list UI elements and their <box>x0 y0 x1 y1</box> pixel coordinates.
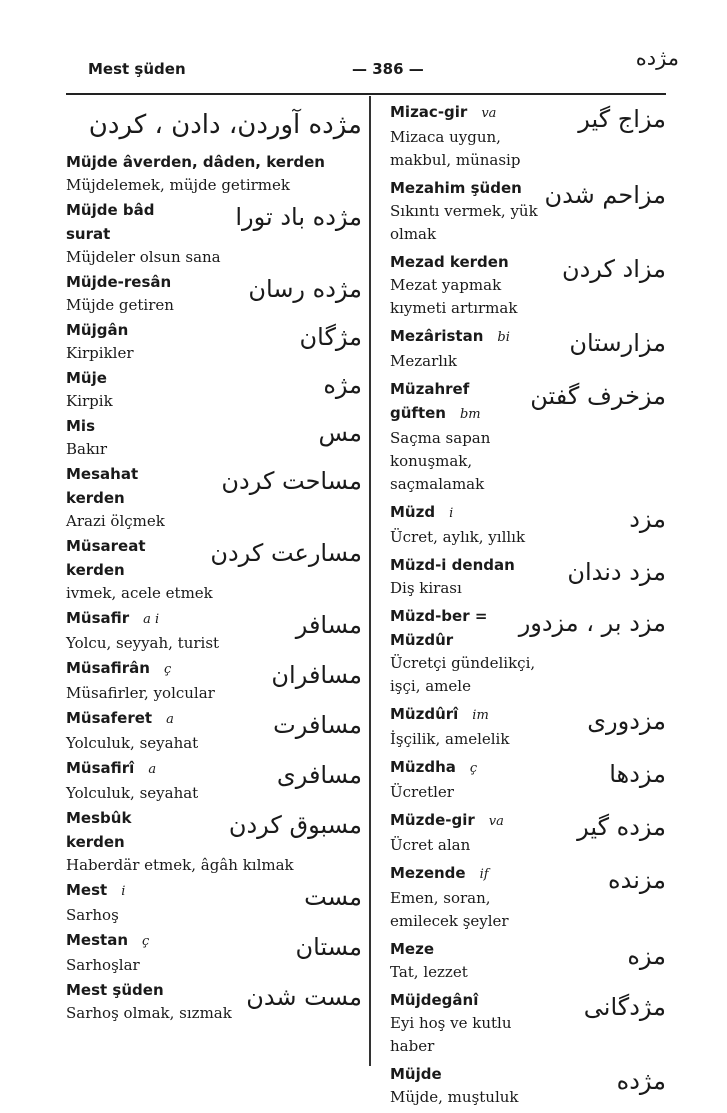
entry-definition: Ücret, aylık, yıllık <box>390 528 526 546</box>
headword-text: Mezâristan <box>390 327 484 345</box>
dictionary-entry <box>390 500 666 549</box>
entry-definition: Mezarlık <box>390 352 457 370</box>
dictionary-entry <box>390 1062 666 1109</box>
dictionary-entry <box>66 414 362 461</box>
running-head: Mest şüden <box>88 60 186 78</box>
dictionary-entry <box>66 366 362 413</box>
entry-arabic-script: مس <box>318 419 362 447</box>
entry-definition: Müjde getiren <box>66 296 174 314</box>
page-header <box>0 46 727 84</box>
entry-arabic-script: مسارعت کردن <box>210 539 362 567</box>
entry-definition: Mizaca uygun, makbul, münasip <box>390 128 521 169</box>
entry-arabic-script: مژده <box>616 1067 666 1095</box>
entry-arabic-script: مزاد کردن <box>561 255 666 283</box>
headword-text: Mezende <box>390 864 466 882</box>
entry-definition: Sıkıntı vermek, yük olmak <box>390 202 538 243</box>
entry-definition: Müsafirler, yolcular <box>66 684 215 702</box>
entry-definition: Sarhoş <box>66 906 119 924</box>
headword-text: Mezahim şüden <box>390 179 522 197</box>
headword-text: Müzahref <box>390 380 470 398</box>
entry-definition: Kirpik <box>66 392 113 410</box>
dictionary-entry <box>390 250 666 320</box>
dictionary-entry <box>66 606 362 655</box>
entry-arabic-script: مزنده <box>608 866 666 894</box>
grammar-tag: bi <box>497 330 510 345</box>
headword-text: Meze <box>390 940 435 958</box>
entry-definition: Saçma sapan konuşmak, saçmalamak <box>390 429 491 493</box>
headword-text: Müzd <box>390 503 436 521</box>
entry-definition: Haberdär etmek, âgâh kılmak <box>66 856 294 874</box>
dictionary-entry <box>66 806 362 877</box>
entry-arabic-script: مسافری <box>276 761 362 789</box>
entry-definition: Müjdelemek, müjde getirmek <box>66 176 290 194</box>
dictionary-entry <box>66 270 362 317</box>
dictionary-entry <box>66 878 362 927</box>
dictionary-entry <box>66 978 362 1025</box>
entry-definition: Kirpikler <box>66 344 134 362</box>
grammar-tag: i <box>449 506 454 521</box>
entry-arabic-script: مزخرف گفتن <box>530 382 666 410</box>
entry-arabic-script: مژده رسان <box>248 275 362 303</box>
entry-definition: Mezat yapmak kıymeti artırmak <box>390 276 518 317</box>
entry-definition: Arazi ölçmek <box>66 512 165 530</box>
grammar-tag: va <box>481 106 497 121</box>
dictionary-entry <box>66 198 362 269</box>
headword-text: Müjgân <box>66 321 129 339</box>
entry-arabic-script: مساحت کردن <box>221 467 362 495</box>
dictionary-entry <box>390 100 666 172</box>
dictionary-entry <box>66 534 362 605</box>
entry-definition: Ücretçi gündelikçi, işçi, amele <box>390 654 536 695</box>
dictionary-entry <box>390 755 666 804</box>
entry-definition: ivmek, acele etmek <box>66 584 213 602</box>
entry-definition: Sarhoş olmak, sızmak <box>66 1004 232 1022</box>
entry-headword <box>66 150 362 174</box>
entry-arabic-script: مزه <box>627 942 666 970</box>
headword-continued-text: güften <box>390 404 446 422</box>
entry-definition: Bakır <box>66 440 108 458</box>
dictionary-entry <box>390 553 666 600</box>
headword-text: Müje <box>66 369 107 387</box>
headword-text: Müzd-ber = <box>390 607 488 625</box>
dictionary-entry <box>66 928 362 977</box>
top-arabic-heading: مژده آوردن، دادن ، کردن <box>88 110 362 140</box>
entry-arabic-script: مژدگانی <box>583 993 666 1021</box>
entry-arabic-script: مستان <box>295 933 362 961</box>
entry-definition: Tat, lezzet <box>390 963 468 981</box>
dictionary-entry <box>390 176 666 246</box>
grammar-tag: a <box>166 712 174 727</box>
right-column <box>390 100 666 1113</box>
headword-continued-text: kerden <box>66 489 125 507</box>
entry-arabic-script: مزارستان <box>569 329 666 357</box>
entry-arabic-script: مژگان <box>299 323 362 351</box>
entry-arabic-script: مزد <box>629 505 666 533</box>
entry-headword <box>390 937 666 961</box>
entry-definition: Diş kirası <box>390 579 462 597</box>
entry-arabic-script: مزاحم شدن <box>544 181 666 209</box>
headword-continued-text: kerden <box>66 561 125 579</box>
entry-arabic-script: مژه <box>323 371 362 399</box>
entry-arabic-script: مژده باد تورا <box>235 203 362 231</box>
headword-text: Müsafirân <box>66 659 150 677</box>
dictionary-entry <box>390 377 666 496</box>
entry-definition: Yolculuk, seyahat <box>66 784 199 802</box>
headword-text: Müjde âverden, dâden, kerden <box>66 153 325 171</box>
dictionary-entry <box>390 861 666 933</box>
dictionary-entry <box>66 656 362 705</box>
dictionary-entry <box>66 706 362 755</box>
headword-text: Mest şüden <box>66 981 164 999</box>
entry-headword <box>66 366 362 390</box>
headword-continued-text: surat <box>66 225 111 243</box>
entry-headword <box>390 500 666 526</box>
headword-text: Müzdha <box>390 758 456 776</box>
entry-arabic-script: مسافرت <box>273 711 362 739</box>
headword-text: Müsafir <box>66 609 130 627</box>
dictionary-entry <box>390 604 666 698</box>
headword-text: Mest <box>66 881 108 899</box>
entry-arabic-script: مست <box>304 883 362 911</box>
dictionary-entry <box>66 756 362 805</box>
dictionary-entry <box>390 988 666 1058</box>
headword-text: Müsareat <box>66 537 146 555</box>
headword-text: Müzdûrî <box>390 705 459 723</box>
entry-definition: Müjde, muştuluk <box>390 1088 519 1106</box>
headword-text: Mestan <box>66 931 128 949</box>
dictionary-entry <box>390 702 666 751</box>
headword-continued-text: Müzdûr <box>390 631 454 649</box>
headword-text: Müjde <box>390 1065 442 1083</box>
entry-definition: Sarhoşlar <box>66 956 140 974</box>
headword-continued-text: kerden <box>66 833 125 851</box>
grammar-tag: bm <box>459 407 481 422</box>
entry-arabic-script: مسبوق کردن <box>228 811 362 839</box>
grammar-tag: ç <box>142 934 150 949</box>
dictionary-entry <box>66 462 362 533</box>
entry-arabic-script: مست شدن <box>246 983 362 1011</box>
grammar-tag: i <box>121 884 126 899</box>
entry-definition: Emen, soran, emilecek şeyler <box>390 889 509 930</box>
dictionary-entry <box>390 937 666 984</box>
entry-arabic-script: مزدوری <box>587 707 666 735</box>
entry-definition: Ücretler <box>390 783 454 801</box>
headword-text: Müsaferet <box>66 709 153 727</box>
grammar-tag: ç <box>163 662 172 677</box>
entry-definition: Yolcu, seyyah, turist <box>66 634 220 652</box>
headword-text: Müjde bâd <box>66 201 155 219</box>
entry-arabic-script: مزدها <box>609 760 666 788</box>
dictionary-entry <box>66 318 362 365</box>
entry-definition: İşçilik, amelelik <box>390 730 510 748</box>
headword-text: Mizac-gir <box>390 103 468 121</box>
headword-text: Mis <box>66 417 95 435</box>
entry-arabic-script: مزده گیر <box>577 813 666 841</box>
entry-arabic-script: مزد دندان <box>567 558 666 586</box>
headword-text: Mesahat <box>66 465 139 483</box>
entry-arabic-script: مسافر <box>295 611 362 639</box>
column-divider <box>369 96 371 1066</box>
grammar-tag: va <box>488 814 504 829</box>
headword-text: Mezad kerden <box>390 253 509 271</box>
grammar-tag: ç <box>469 761 478 776</box>
headword-text: Mesbûk <box>66 809 132 827</box>
grammar-tag: im <box>472 708 489 723</box>
entry-arabic-script: مزد بر ، مزدور <box>518 609 666 637</box>
dictionary-entry <box>390 808 666 857</box>
grammar-tag: a <box>148 762 157 777</box>
entry-definition: Eyi hoş ve kutlu haber <box>390 1014 512 1055</box>
grammar-tag: if <box>479 867 489 882</box>
entry-arabic-script: مسافران <box>271 661 362 689</box>
entry-definition: Ücret alan <box>390 836 471 854</box>
entry-definition: Müjdeler olsun sana <box>66 248 221 266</box>
dictionary-entry <box>390 324 666 373</box>
headword-text: Müzd-i dendan <box>390 556 515 574</box>
dictionary-entry <box>66 150 362 197</box>
headword-text: Müjde-resân <box>66 273 172 291</box>
headword-text: Müsafirî <box>66 759 135 777</box>
left-column <box>66 100 362 1026</box>
header-rule <box>66 93 666 95</box>
headword-text: Müzde-gir <box>390 811 475 829</box>
headword-text: Müjdegânî <box>390 991 479 1009</box>
entry-definition: Yolculuk, seyahat <box>66 734 199 752</box>
entry-arabic-script: مزاج گیر <box>578 105 666 133</box>
running-head-arabic: مژده <box>635 46 679 70</box>
page-number: — 386 — <box>352 60 424 78</box>
grammar-tag: a i <box>143 612 160 627</box>
